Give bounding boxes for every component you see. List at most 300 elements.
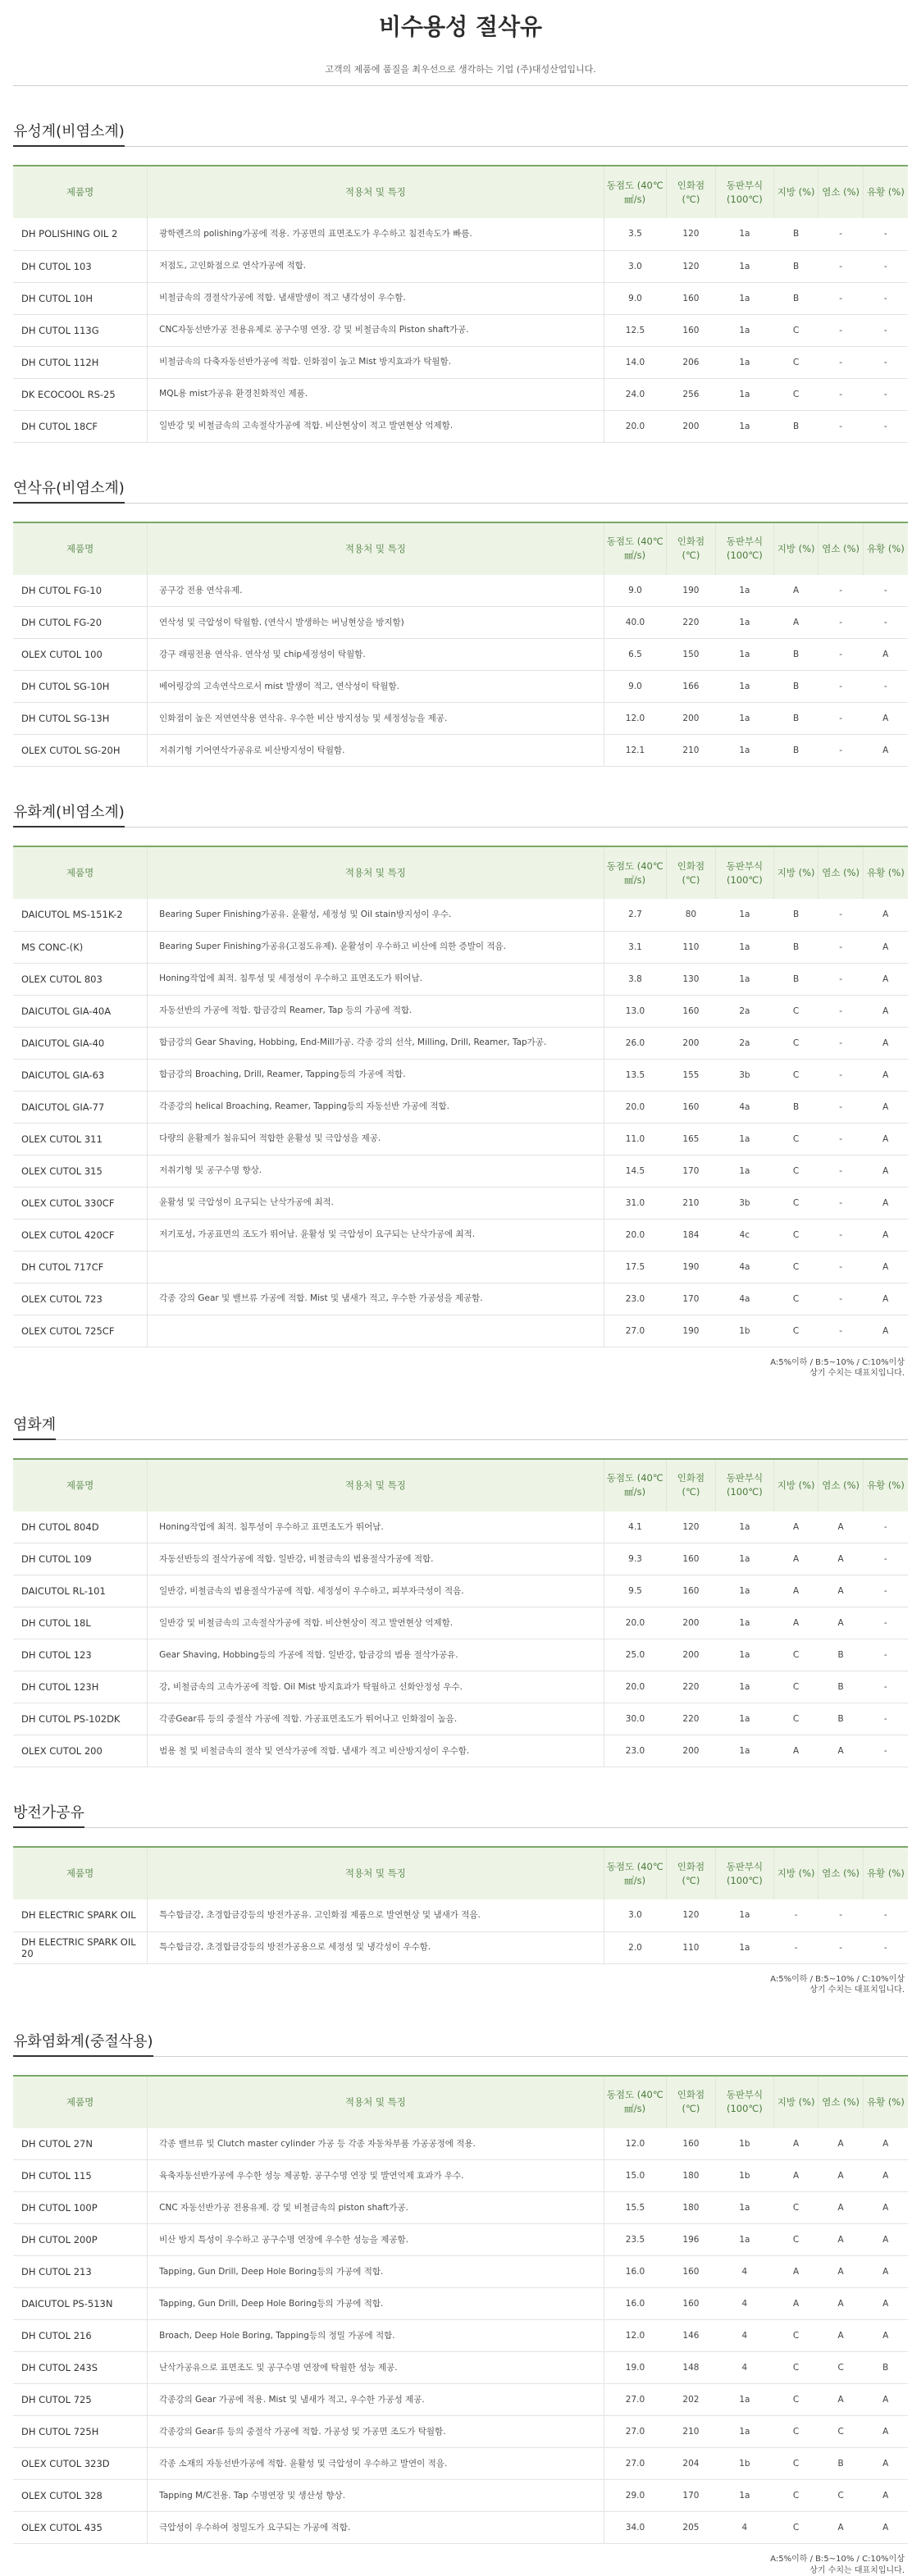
column-header: 인화점 (℃): [666, 1847, 715, 1899]
section-header: [13, 1411, 908, 1440]
viscosity-value: 20.0: [604, 1671, 666, 1703]
product-name: DAICUTOL GIA-63: [13, 1059, 148, 1091]
column-header: 적용처 및 특징: [148, 166, 604, 218]
viscosity-value: 23.0: [604, 1283, 666, 1315]
fat-value: B: [773, 703, 818, 735]
viscosity-value: 16.0: [604, 2256, 666, 2288]
table-row: [13, 2256, 908, 2288]
application-text: 각종 소재의 자동선반가공에 적합. 윤활성 및 극압성이 우수하고 발연이 적음.: [148, 2448, 604, 2480]
column-header: 적용처 및 특징: [148, 1847, 604, 1899]
sulfur-value: -: [863, 1639, 908, 1671]
sulfur-value: A: [863, 735, 908, 767]
flash-point-value: 200: [666, 1639, 715, 1671]
page-title: 비수용성 절삭유: [13, 8, 908, 46]
chlorine-value: -: [818, 410, 864, 442]
sulfur-value: A: [863, 2192, 908, 2224]
product-name: DH CUTOL 18L: [13, 1607, 148, 1639]
legend-note: A:5%이하 / B:5~10% / C:10%이상: [13, 1357, 905, 1369]
chlorine-value: B: [818, 1639, 864, 1671]
table-row: [13, 1315, 908, 1347]
section-title: 유화염화계(중절삭용): [13, 2027, 153, 2057]
application-text: 저기포성, 가공표면의 조도가 뛰어남. 윤활성 및 극압성이 요구되는 난삭가공에 최적.: [148, 1219, 604, 1251]
fat-value: C: [773, 2320, 818, 2352]
chlorine-value: A: [818, 2160, 864, 2192]
fat-value: C: [773, 2192, 818, 2224]
product-name: DH CUTOL 112H: [13, 346, 148, 378]
application-text: 광학렌즈의 polishing가공에 적용. 가공면의 표면조도가 우수하고 침전속도가 빠름.: [148, 218, 604, 250]
application-text: 비철금속의 경절삭가공에 적합. 냄새발생이 적고 냉각성이 우수함.: [148, 282, 604, 314]
column-header: 적용처 및 특징: [148, 2076, 604, 2128]
sulfur-value: A: [863, 2288, 908, 2320]
corrosion-value: 1a: [715, 250, 773, 282]
fat-value: A: [773, 1543, 818, 1575]
table-row: [13, 1639, 908, 1671]
product-name: DH CUTOL FG-10: [13, 575, 148, 607]
table-row: [13, 378, 908, 410]
viscosity-value: 14.0: [604, 346, 666, 378]
chlorine-value: -: [818, 1931, 864, 1963]
section: [13, 1411, 908, 1768]
product-name: DH CUTOL 123: [13, 1639, 148, 1671]
product-name: DH CUTOL 804D: [13, 1511, 148, 1543]
sections-container: [13, 117, 908, 2576]
column-header: 동판부식 (100℃): [715, 522, 773, 575]
column-header: 인화점 (℃): [666, 1459, 715, 1511]
flash-point-value: 160: [666, 2256, 715, 2288]
chlorine-value: A: [818, 1543, 864, 1575]
page-subtitle: 고객의 제품에 품질을 최우선으로 생각하는 기업 (주)대성산업입니다.: [13, 62, 908, 75]
corrosion-value: 4: [715, 2320, 773, 2352]
column-header: 지방 (%): [773, 1459, 818, 1511]
column-header: 유황 (%): [863, 1847, 908, 1899]
chlorine-value: -: [818, 703, 864, 735]
table-row: [13, 1059, 908, 1091]
section-title: 유화계(비염소계): [13, 798, 125, 828]
application-text: 합금강의 Gear Shaving, Hobbing, End-Mill가공. 각종 강의 선삭, Milling, Drill, Reamer, Tap가공.: [148, 1027, 604, 1059]
flash-point-value: 220: [666, 607, 715, 639]
viscosity-value: 4.1: [604, 1511, 666, 1543]
chlorine-value: C: [818, 2480, 864, 2512]
column-header: 지방 (%): [773, 1847, 818, 1899]
section-header: [13, 117, 908, 147]
sulfur-value: -: [863, 1931, 908, 1963]
fat-value: B: [773, 735, 818, 767]
viscosity-value: 12.1: [604, 735, 666, 767]
corrosion-value: 4: [715, 2288, 773, 2320]
chlorine-value: C: [818, 2416, 864, 2448]
product-name: DH CUTOL 18CF: [13, 410, 148, 442]
sulfur-value: A: [863, 2128, 908, 2160]
sulfur-value: -: [863, 250, 908, 282]
viscosity-value: 12.0: [604, 2320, 666, 2352]
product-name: OLEX CUTOL 100: [13, 639, 148, 671]
flash-point-value: 200: [666, 1607, 715, 1639]
column-header: 염소 (%): [818, 2076, 864, 2128]
column-header: 지방 (%): [773, 2076, 818, 2128]
chlorine-value: -: [818, 963, 864, 995]
fat-value: A: [773, 2128, 818, 2160]
corrosion-value: 4a: [715, 1251, 773, 1283]
application-text: 저점도, 고인화점으로 연삭가공에 적합.: [148, 250, 604, 282]
application-text: 연삭성 및 극압성이 탁월함. (연삭시 발생하는 버닝현상을 방지함): [148, 607, 604, 639]
viscosity-value: 29.0: [604, 2480, 666, 2512]
table-row: [13, 1899, 908, 1931]
chlorine-value: A: [818, 2384, 864, 2416]
corrosion-value: 1a: [715, 2416, 773, 2448]
fat-value: C: [773, 346, 818, 378]
chlorine-value: -: [818, 218, 864, 250]
viscosity-value: 9.5: [604, 1575, 666, 1607]
chlorine-value: -: [818, 575, 864, 607]
chlorine-value: -: [818, 1187, 864, 1219]
product-name: DAICUTOL GIA-77: [13, 1091, 148, 1123]
fat-value: C: [773, 1315, 818, 1347]
viscosity-value: 11.0: [604, 1123, 666, 1155]
sulfur-value: -: [863, 378, 908, 410]
flash-point-value: 160: [666, 314, 715, 346]
flash-point-value: 190: [666, 1251, 715, 1283]
section: [13, 474, 908, 768]
corrosion-value: 1a: [715, 1931, 773, 1963]
table-row: [13, 2224, 908, 2256]
column-header: 염소 (%): [818, 166, 864, 218]
corrosion-value: 3b: [715, 1059, 773, 1091]
chlorine-value: A: [818, 1607, 864, 1639]
fat-value: C: [773, 1059, 818, 1091]
product-name: OLEX CUTOL 723: [13, 1283, 148, 1315]
corrosion-value: 1a: [715, 735, 773, 767]
application-text: 일반강, 비철금속의 범용절삭가공에 적합. 세정성이 우수하고, 피부자극성이 적음.: [148, 1575, 604, 1607]
chlorine-value: -: [818, 671, 864, 703]
chlorine-value: -: [818, 346, 864, 378]
section: [13, 798, 908, 1379]
flash-point-value: 160: [666, 2128, 715, 2160]
application-text: 비철금속의 다축자동선반가공에 적합. 인화점이 높고 Mist 방지효과가 탁월함.: [148, 346, 604, 378]
viscosity-value: 12.5: [604, 314, 666, 346]
application-text: 자동선반등의 절삭가공에 적합. 일반강, 비철금속의 범용절삭가공에 적합.: [148, 1543, 604, 1575]
application-text: 특수합금강, 초경합금강등의 방전가공유. 고인화점 제품으로 발연현상 및 냄새가 적음.: [148, 1899, 604, 1931]
product-name: OLEX CUTOL 200: [13, 1735, 148, 1767]
fat-value: B: [773, 899, 818, 931]
product-name: OLEX CUTOL 725CF: [13, 1315, 148, 1347]
table-body: [13, 575, 908, 767]
table-row: [13, 639, 908, 671]
application-text: 베어링강의 고속연삭으로서 mist 발생이 적고, 연삭성이 탁월함.: [148, 671, 604, 703]
viscosity-value: 12.0: [604, 2128, 666, 2160]
sulfur-value: -: [863, 1899, 908, 1931]
application-text: Honing작업에 최적. 침투성이 우수하고 표면조도가 뛰어남.: [148, 1511, 604, 1543]
corrosion-value: 1a: [715, 1543, 773, 1575]
table-row: [13, 2288, 908, 2320]
column-header: 적용처 및 특징: [148, 846, 604, 899]
product-name: OLEX CUTOL 328: [13, 2480, 148, 2512]
corrosion-value: 4: [715, 2352, 773, 2384]
chlorine-value: -: [818, 282, 864, 314]
spec-table: [13, 1458, 908, 1768]
application-text: 육축자동선반가공에 우수한 성능 제공함. 공구수명 연장 및 발연억제 효과가 우수.: [148, 2160, 604, 2192]
corrosion-value: 1a: [715, 1123, 773, 1155]
chlorine-value: -: [818, 1155, 864, 1187]
application-text: 저취기형 및 공구수명 향상.: [148, 1155, 604, 1187]
table-row: [13, 2192, 908, 2224]
sulfur-value: -: [863, 314, 908, 346]
application-text: 강, 비철금속의 고속가공에 적합. Oil Mist 방지효과가 탁월하고 선화안정성 우수.: [148, 1671, 604, 1703]
column-header: 지방 (%): [773, 846, 818, 899]
column-header: 인화점 (℃): [666, 522, 715, 575]
flash-point-value: 190: [666, 1315, 715, 1347]
application-text: CNC자동선반가공 전용유제로 공구수명 연장. 강 및 비철금속의 Piston shaft가공.: [148, 314, 604, 346]
viscosity-value: 14.5: [604, 1155, 666, 1187]
product-name: DH CUTOL 109: [13, 1543, 148, 1575]
application-text: Tapping, Gun Drill, Deep Hole Boring등의 가공에 적합.: [148, 2288, 604, 2320]
product-name: DAICUTOL GIA-40A: [13, 995, 148, 1027]
section: [13, 1799, 908, 1996]
sulfur-value: -: [863, 1543, 908, 1575]
product-name: DH CUTOL 103: [13, 250, 148, 282]
product-name: OLEX CUTOL 330CF: [13, 1187, 148, 1219]
flash-point-value: 150: [666, 639, 715, 671]
chlorine-value: A: [818, 2512, 864, 2544]
product-name: MS CONC-(K): [13, 931, 148, 963]
flash-point-value: 184: [666, 1219, 715, 1251]
sulfur-value: A: [863, 2384, 908, 2416]
corrosion-value: 4a: [715, 1091, 773, 1123]
section-title: 염화계: [13, 1411, 56, 1440]
chlorine-value: A: [818, 2192, 864, 2224]
table-row: [13, 1607, 908, 1639]
column-header: 제품명: [13, 2076, 148, 2128]
viscosity-value: 16.0: [604, 2288, 666, 2320]
sulfur-value: A: [863, 1283, 908, 1315]
application-text: Bearing Super Finishing가공유(고점도유제). 윤활성이 우수하고 비산에 의한 증발이 적음.: [148, 931, 604, 963]
application-text: 저취기형 기어연삭가공유로 비산방지성이 탁월함.: [148, 735, 604, 767]
corrosion-value: 1a: [715, 282, 773, 314]
application-text: 비산 방지 특성이 우수하고 공구수명 연장에 우수한 성능을 제공함.: [148, 2224, 604, 2256]
fat-value: C: [773, 2224, 818, 2256]
fat-value: C: [773, 1703, 818, 1735]
spec-table: [13, 165, 908, 443]
table-row: [13, 2384, 908, 2416]
flash-point-value: 160: [666, 1543, 715, 1575]
chlorine-value: C: [818, 2352, 864, 2384]
viscosity-value: 9.0: [604, 282, 666, 314]
legend-note: A:5%이하 / B:5~10% / C:10%이상: [13, 2554, 905, 2565]
flash-point-value: 146: [666, 2320, 715, 2352]
column-header: 동점도 (40℃㎟/s): [604, 1459, 666, 1511]
fat-value: A: [773, 575, 818, 607]
table-body: [13, 218, 908, 442]
sulfur-value: -: [863, 1671, 908, 1703]
application-text: 각종강의 Gear류 등의 중절삭 가공에 적합. 가공성 및 가공면 조도가 탁월함.: [148, 2416, 604, 2448]
viscosity-value: 20.0: [604, 1219, 666, 1251]
spec-table: [13, 2075, 908, 2545]
table-row: [13, 2512, 908, 2544]
chlorine-value: B: [818, 1703, 864, 1735]
flash-point-value: 196: [666, 2224, 715, 2256]
fat-value: A: [773, 2288, 818, 2320]
flash-point-value: 170: [666, 2480, 715, 2512]
product-name: DH CUTOL 27N: [13, 2128, 148, 2160]
flash-point-value: 160: [666, 1575, 715, 1607]
sulfur-value: -: [863, 1703, 908, 1735]
application-text: MQL용 mist가공유 환경친화적인 제품.: [148, 378, 604, 410]
corrosion-value: 1a: [715, 639, 773, 671]
flash-point-value: 130: [666, 963, 715, 995]
flash-point-value: 160: [666, 282, 715, 314]
chlorine-value: -: [818, 735, 864, 767]
table-row: [13, 1283, 908, 1315]
flash-point-value: 202: [666, 2384, 715, 2416]
product-name: DH CUTOL 213: [13, 2256, 148, 2288]
fat-value: C: [773, 2416, 818, 2448]
page: [0, 8, 921, 2576]
fat-value: B: [773, 282, 818, 314]
sulfur-value: -: [863, 282, 908, 314]
application-text: 각종 강의 Gear 및 밸브류 가공에 적합. Mist 및 냄새가 적고, 우수한 가공성을 제공함.: [148, 1283, 604, 1315]
sulfur-value: A: [863, 2160, 908, 2192]
flash-point-value: 200: [666, 703, 715, 735]
application-text: Gear Shaving, Hobbing등의 가공에 적합. 일반강, 합금강의 범용 절삭가공유.: [148, 1639, 604, 1671]
chlorine-value: A: [818, 1735, 864, 1767]
flash-point-value: 160: [666, 1091, 715, 1123]
corrosion-value: 1a: [715, 1899, 773, 1931]
corrosion-value: 1a: [715, 2384, 773, 2416]
chlorine-value: -: [818, 607, 864, 639]
product-name: DH CUTOL SG-13H: [13, 703, 148, 735]
application-text: 윤활성 및 극압성이 요구되는 난삭가공에 최적.: [148, 1187, 604, 1219]
fat-value: B: [773, 639, 818, 671]
column-header: 유황 (%): [863, 2076, 908, 2128]
flash-point-value: 155: [666, 1059, 715, 1091]
flash-point-value: 210: [666, 735, 715, 767]
corrosion-value: 1a: [715, 346, 773, 378]
corrosion-value: 1b: [715, 2128, 773, 2160]
section-title: 방전가공유: [13, 1799, 84, 1828]
table-row: [13, 410, 908, 442]
section-header: [13, 798, 908, 828]
corrosion-value: 1a: [715, 378, 773, 410]
product-name: OLEX CUTOL 311: [13, 1123, 148, 1155]
table-row: [13, 282, 908, 314]
table-row: [13, 963, 908, 995]
column-header: 지방 (%): [773, 166, 818, 218]
application-text: CNC 자동선반가공 전용유제. 강 및 비철금속의 piston shaft가공.: [148, 2192, 604, 2224]
sulfur-value: A: [863, 1251, 908, 1283]
table-row: [13, 735, 908, 767]
application-text: 극압성이 우수하여 정밀도가 요구되는 가공에 적합.: [148, 2512, 604, 2544]
column-header: 동점도 (40℃㎟/s): [604, 846, 666, 899]
chlorine-value: A: [818, 2320, 864, 2352]
application-text: Tapping M/C전용. Tap 수명연장 및 생산성 향상.: [148, 2480, 604, 2512]
corrosion-value: 4a: [715, 1283, 773, 1315]
flash-point-value: 210: [666, 2416, 715, 2448]
corrosion-value: 1a: [715, 1575, 773, 1607]
column-header: 염소 (%): [818, 1459, 864, 1511]
chlorine-value: -: [818, 639, 864, 671]
flash-point-value: 120: [666, 1511, 715, 1543]
sulfur-value: A: [863, 1315, 908, 1347]
chlorine-value: -: [818, 995, 864, 1027]
flash-point-value: 120: [666, 1899, 715, 1931]
flash-point-value: 110: [666, 1931, 715, 1963]
flash-point-value: 165: [666, 1123, 715, 1155]
sulfur-value: A: [863, 899, 908, 931]
fat-value: C: [773, 1027, 818, 1059]
sulfur-value: A: [863, 2448, 908, 2480]
flash-point-value: 220: [666, 1703, 715, 1735]
flash-point-value: 200: [666, 1027, 715, 1059]
application-text: 각종강의 helical Broaching, Reamer, Tapping등의 자동선반 가공에 적합.: [148, 1091, 604, 1123]
table-row: [13, 671, 908, 703]
corrosion-value: 2a: [715, 1027, 773, 1059]
sulfur-value: A: [863, 1219, 908, 1251]
corrosion-value: 1a: [715, 671, 773, 703]
product-name: DH ELECTRIC SPARK OIL: [13, 1899, 148, 1931]
table-row: [13, 2160, 908, 2192]
product-name: DAICUTOL MS-151K-2: [13, 899, 148, 931]
section-header: [13, 2027, 908, 2057]
corrosion-value: 2a: [715, 995, 773, 1027]
product-name: DH CUTOL 10H: [13, 282, 148, 314]
column-header: 제품명: [13, 846, 148, 899]
product-name: OLEX CUTOL 803: [13, 963, 148, 995]
column-header: 적용처 및 특징: [148, 1459, 604, 1511]
fat-value: C: [773, 1639, 818, 1671]
fat-value: C: [773, 1123, 818, 1155]
application-text: 강구 래핑전용 연삭유. 연삭성 및 chip세정성이 탁월함.: [148, 639, 604, 671]
fat-value: -: [773, 1899, 818, 1931]
viscosity-value: 25.0: [604, 1639, 666, 1671]
corrosion-value: 1a: [715, 1511, 773, 1543]
corrosion-value: 1a: [715, 899, 773, 931]
header-row: [13, 846, 908, 899]
corrosion-value: 4: [715, 2512, 773, 2544]
section-header: [13, 474, 908, 504]
chlorine-value: -: [818, 250, 864, 282]
chlorine-value: -: [818, 1091, 864, 1123]
corrosion-value: 1a: [715, 1735, 773, 1767]
sulfur-value: -: [863, 575, 908, 607]
fat-value: C: [773, 2448, 818, 2480]
table-row: [13, 1703, 908, 1735]
fat-value: B: [773, 410, 818, 442]
section-header: [13, 1799, 908, 1828]
flash-point-value: 204: [666, 2448, 715, 2480]
application-text: 범용 철 및 비철금속의 절삭 및 연삭가공에 적합. 냄새가 적고 비산방지성이 우수함.: [148, 1735, 604, 1767]
flash-point-value: 190: [666, 575, 715, 607]
table-body: [13, 899, 908, 1347]
corrosion-value: 1b: [715, 2448, 773, 2480]
table-row: [13, 607, 908, 639]
chlorine-value: A: [818, 1511, 864, 1543]
fat-value: A: [773, 1607, 818, 1639]
product-name: DK ECOCOOL RS-25: [13, 378, 148, 410]
product-name: OLEX CUTOL SG-20H: [13, 735, 148, 767]
sulfur-value: -: [863, 671, 908, 703]
column-header: 염소 (%): [818, 1847, 864, 1899]
viscosity-value: 3.1: [604, 931, 666, 963]
flash-point-value: 80: [666, 899, 715, 931]
sulfur-value: A: [863, 703, 908, 735]
table-row: [13, 1219, 908, 1251]
viscosity-value: 20.0: [604, 1607, 666, 1639]
corrosion-value: 1a: [715, 931, 773, 963]
table-row: [13, 1511, 908, 1543]
table-header: [13, 1459, 908, 1511]
viscosity-value: 40.0: [604, 607, 666, 639]
fat-value: A: [773, 1575, 818, 1607]
fat-value: A: [773, 1511, 818, 1543]
